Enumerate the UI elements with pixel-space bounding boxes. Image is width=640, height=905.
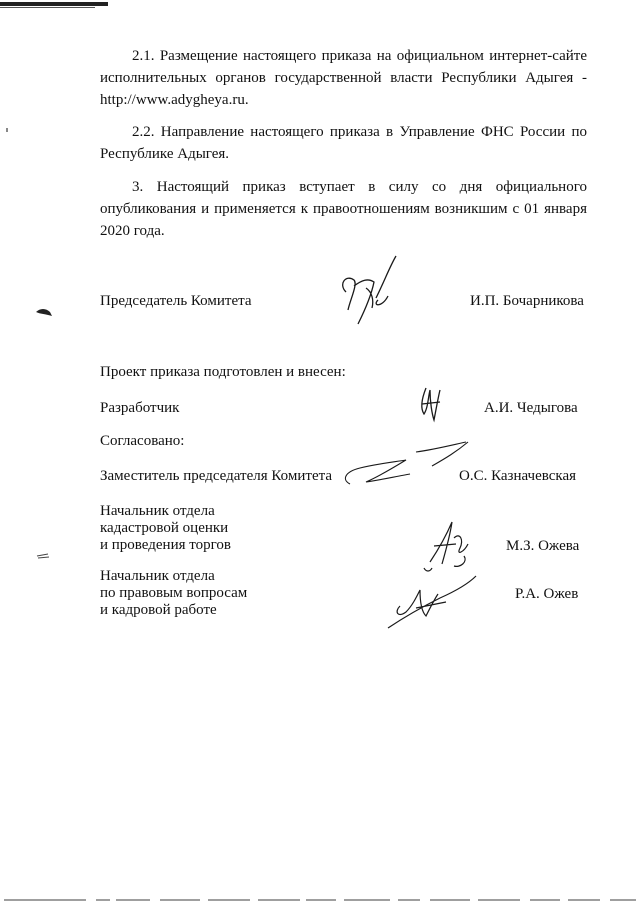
developer-signature [418, 384, 446, 426]
scan-artifact-line [0, 7, 95, 8]
head-legal-title [100, 568, 247, 619]
chairman-name: И.П. Бочарникова [470, 293, 584, 309]
chairman-signature [332, 252, 402, 332]
head-cadastral-signature [420, 516, 490, 576]
head-legal-line-1: Начальник отдела [100, 568, 215, 584]
head-cadastral-line-3: и проведения торгов [100, 537, 231, 553]
paragraph-2-1: 2.1. Размещение настоящего приказа на официальном интернет-сайте исполнительных органов государственной власти Республики Адыгея - http://www.adygheya.ru. [100, 48, 587, 108]
deputy-name: О.С. Казначевская [459, 468, 577, 484]
chairman-title: Председатель Комитета [100, 293, 252, 309]
prepared-by-label: Проект приказа подготовлен и внесен: [100, 364, 346, 380]
head-legal-line-2: по правовым вопросам [100, 585, 248, 601]
margin-scan-mark [34, 306, 54, 318]
scan-artifact-mark [6, 128, 8, 132]
head-cadastral-line-2: кадастровой оценки [100, 520, 229, 536]
bottom-scan-artifact [0, 897, 640, 903]
head-cadastral-name: М.З. Ожева [506, 538, 580, 554]
head-legal-name: Р.А. Ожев [515, 586, 579, 602]
head-cadastral-line-1: Начальник отдела [100, 503, 215, 519]
deputy-title: Заместитель председателя Комитета [100, 468, 332, 484]
developer-name: А.И. Чедыгова [484, 400, 578, 416]
scan-artifact-bar [0, 2, 108, 6]
developer-title: Разработчик [100, 400, 180, 416]
paragraph-2-2: 2.2. Направление настоящего приказа в Управление ФНС России по Республике Адыгея. [100, 124, 587, 162]
approved-label: Согласовано: [100, 433, 185, 449]
margin-scan-mark-2 [36, 552, 50, 560]
paragraph-3: 3. Настоящий приказ вступает в силу со дня официального опубликования и применяется к правоотношениям возникшим с 01 января 2020 года. [100, 179, 587, 239]
deputy-signature [336, 436, 472, 488]
head-legal-line-3: и кадровой работе [100, 602, 217, 618]
head-cadastral-title [100, 503, 231, 554]
head-legal-signature [380, 568, 480, 632]
